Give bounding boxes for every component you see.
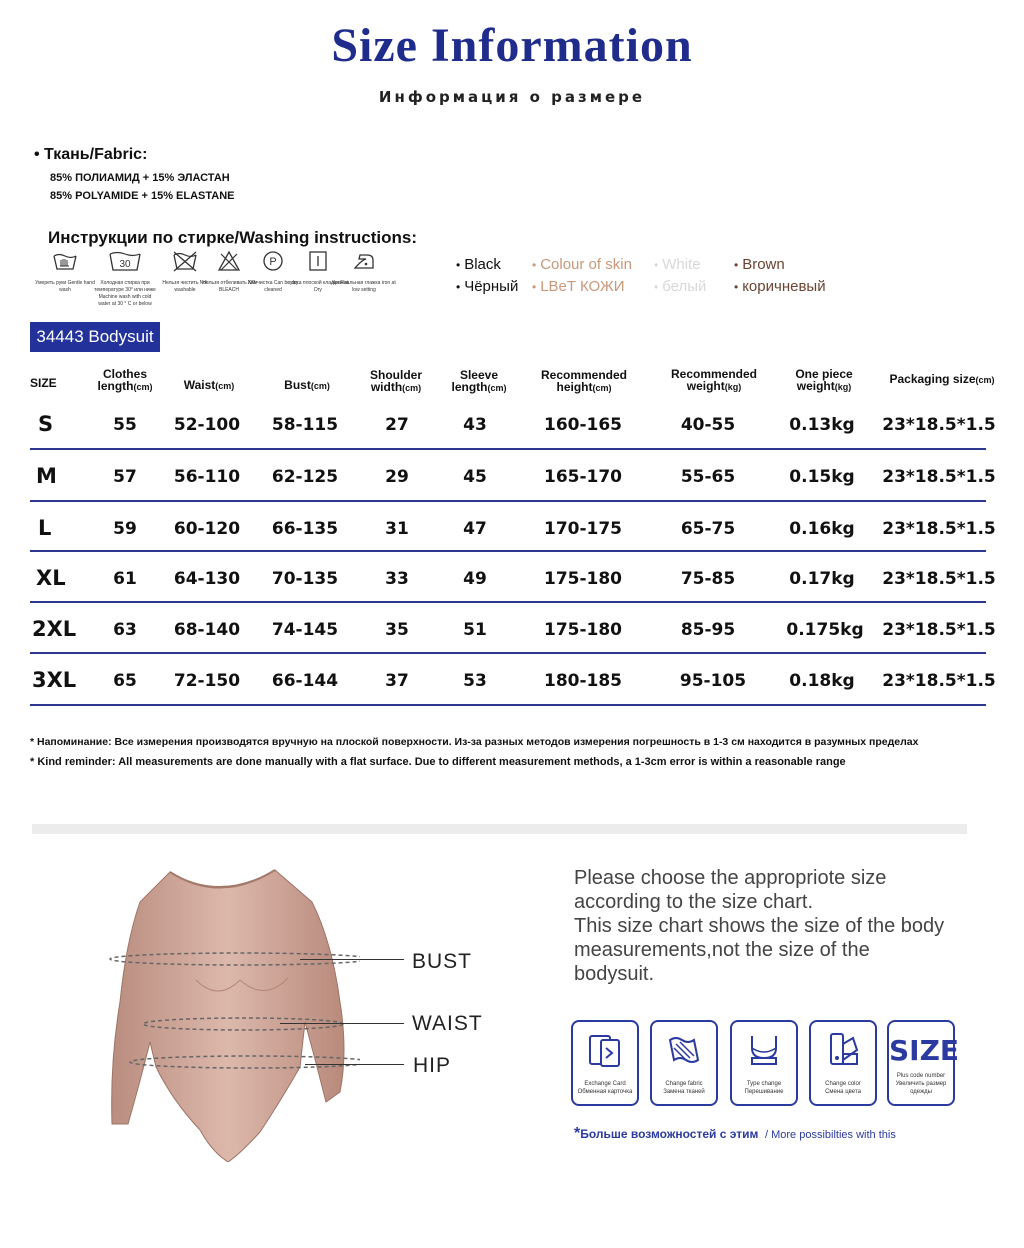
change-fabric-icon [664,1030,704,1070]
wash-caption: сушка плоской кладки Flat Dry [287,280,349,293]
size-chart-description [574,866,994,986]
table-cell-size: XL [36,566,66,590]
header-unit: (kg) [724,382,742,392]
table-cell: 95-105 [679,671,747,691]
table-cell-size: 2XL [32,617,77,641]
more-possibilities [574,1125,896,1143]
table-cell: 23*18.5*1.5 [882,467,996,487]
bodysuit-image [100,862,360,1162]
table-cell: 23*18.5*1.5 [882,415,996,435]
color-name-ru: LBeT КОЖИ [540,278,625,295]
wash-caption: Холодная стирка при температуре 30° или ниже Machine wash with cold water at 30 ° C or below [94,280,156,307]
header-unit: (kg) [834,382,852,392]
feature-caption-ru: Замена тканей [663,1089,705,1095]
table-cell: 51 [463,620,487,640]
header-unit: (cm) [487,383,507,393]
description-line: Please choose the appropriote size [574,867,887,889]
table-cell: 85-95 [680,620,736,640]
table-cell: 23*18.5*1.5 [882,569,996,589]
row-divider [30,704,986,706]
table-cell: 65 [113,671,137,691]
fabric-composition-ru: 85% ПОЛИАМИД + 15% ЭЛАСТАН [50,172,230,184]
row-divider [30,550,986,552]
color-option-skin-ru [532,278,625,295]
feature-change-fabric [650,1020,718,1106]
table-cell-size: M [36,464,57,488]
table-header-recommended-height [532,369,636,394]
description-line: This size chart shows the size of the body [574,915,945,937]
color-option-white [654,256,701,273]
feature-caption-en: Type change [746,1081,782,1087]
header-unit: (cm) [310,381,330,391]
color-name-en: Colour of skin [540,256,632,273]
hip-pointer-line [305,1064,404,1065]
table-header-size [30,377,62,389]
bullet-icon: • [734,280,739,294]
more-text-en: / More possibilties with this [765,1129,896,1141]
table-cell: 66-144 [271,671,339,691]
wash-caption: Химчистка Can be dry cleaned [247,280,299,293]
reminder-note-en: * Kind reminder: All measurements are done manually with a flat surface. Due to different measurement methods, a 1-3cm error is within a reasonable range [30,756,846,768]
table-cell-size: 3XL [32,668,77,692]
wash-temp-label: 30 [119,259,131,270]
color-option-black [456,256,501,273]
feature-change-color [809,1020,877,1106]
bullet-icon: • [734,258,739,272]
table-cell: 56-110 [173,467,241,487]
table-cell: 57 [113,467,137,487]
table-cell: 31 [385,519,409,539]
row-divider [30,448,986,450]
bullet-icon: • [532,280,537,294]
bullet-icon: • [456,258,461,272]
feature-caption [811,1080,875,1096]
row-divider [30,601,986,603]
table-cell: 40-55 [680,415,736,435]
hand-wash-icon [52,250,78,272]
table-cell: 60-120 [173,519,241,539]
feature-caption [889,1072,953,1096]
fabric-composition-en: 85% POLYAMIDE + 15% ELASTANE [50,190,235,202]
table-cell: 170-175 [543,519,623,539]
description-line: bodysuit. [574,963,655,985]
feature-exchange-card [571,1020,639,1106]
bullet-icon: • [654,258,659,272]
feature-caption [652,1080,716,1096]
wash-caption: Крахмальная глажка iron at low setting [332,280,396,293]
feature-caption-ru: Обменная карточка [577,1089,633,1095]
exchange-card-icon [585,1030,625,1070]
page-title: Size Information [331,19,693,72]
table-cell: 49 [463,569,487,589]
table-cell: 35 [385,620,409,640]
table-cell: 175-180 [543,569,623,589]
size-icon: SIZE [889,1034,960,1067]
fabric-heading-text: Ткань/Fabric: [44,146,148,163]
header-label: SIZE [30,376,57,390]
table-cell: 23*18.5*1.5 [882,620,996,640]
description-line: measurements,not the size of the [574,939,870,961]
table-cell: 29 [385,467,409,487]
table-cell: 43 [463,415,487,435]
color-name-ru: Чёрный [464,278,519,295]
table-cell: 66-135 [271,519,339,539]
header-label: Shoulder width [369,368,422,394]
type-change-icon [744,1030,784,1070]
product-tag: 34443 Bodysuit [30,322,160,352]
row-divider [30,500,986,502]
wash-item-iron [331,250,397,294]
feature-size [887,1020,960,1106]
table-cell: 160-165 [543,415,623,435]
table-header-sleeve-length [444,369,514,394]
header-unit: (cm) [592,383,612,393]
waist-pointer-line [280,1023,404,1024]
washing-heading: Инструкции по стирке/Washing instructions: [48,228,418,247]
table-cell: 175-180 [543,620,623,640]
table-cell: 63 [113,620,137,640]
table-cell: 52-100 [173,415,241,435]
table-header-one-piece-weight [786,368,862,393]
header-label: Sleeve length [451,368,499,394]
header-label: Recommended weight [670,367,758,393]
header-label: Packaging size [889,372,976,386]
table-header-packaging-size [880,373,1004,386]
star-icon: * [574,1125,581,1142]
table-cell: 62-125 [271,467,339,487]
table-cell: 47 [463,519,487,539]
svg-text:P: P [269,256,277,268]
table-cell: 58-115 [271,415,339,435]
table-header-waist [176,379,242,392]
dry-clean-icon [262,250,284,272]
feature-caption [732,1080,796,1096]
wash-caption: Нельзя отбеливать NO BLEACH [202,280,256,293]
bust-label: BUST [412,950,473,973]
header-unit: (cm) [402,383,422,393]
table-cell: 23*18.5*1.5 [882,671,996,691]
table-cell: 61 [113,569,137,589]
color-option-brown-ru [734,278,826,295]
feature-caption-ru: Перешивание [744,1089,784,1095]
color-option-brown [734,256,785,273]
table-cell: 165-170 [543,467,623,487]
header-label: Recommended height [540,368,628,394]
table-cell: 68-140 [173,620,241,640]
color-name-en: Black [464,256,501,273]
color-option-skin [532,256,632,273]
table-cell: 0.175kg [786,620,864,640]
hip-label: HIP [413,1054,452,1077]
waist-label: WAIST [412,1012,483,1035]
color-option-black-ru [456,278,518,295]
feature-caption-en: Exchange Card [584,1081,626,1087]
table-header-clothes-length [92,368,158,393]
wash-item-hand-wash [32,250,98,294]
table-cell: 0.16kg [789,519,855,539]
bullet-icon: • [532,258,537,272]
feature-caption-ru: Увеличить размер одежды [895,1081,947,1095]
feature-caption-en: Change color [825,1081,861,1087]
header-unit: (cm) [215,381,235,391]
table-cell: 0.18kg [789,671,855,691]
table-cell: 45 [463,467,487,487]
table-cell: 72-150 [173,671,241,691]
reminder-note-ru: * Напоминание: Все измерения производятся вручную на плоской поверхности. Из-за разных методов измерения погрешность в 1-3 см находится в разумных пределах [30,736,919,748]
wash-caption: Умереть руки Gentle hand wash [35,280,95,293]
table-cell-size: S [38,412,54,436]
color-name-en: White [662,256,701,273]
color-name-ru: белый [662,278,707,295]
table-cell: 59 [113,519,137,539]
header-label: Waist [183,378,216,392]
table-cell: 55-65 [680,467,736,487]
feature-caption-en: Change fabric [665,1081,703,1087]
header-unit: (cm) [133,382,153,392]
bullet-icon: • [654,280,659,294]
bust-pointer-line [300,959,404,960]
feature-type-change [730,1020,798,1106]
table-cell: 53 [463,671,487,691]
table-cell: 0.17kg [789,569,855,589]
header-label: Bust [284,378,311,392]
more-text-ru: Больше возможностей с этим [580,1127,759,1141]
table-cell: 55 [113,415,137,435]
table-cell: 180-185 [543,671,623,691]
description-line: according to the size chart. [574,891,814,913]
table-cell-size: L [38,516,52,540]
section-divider [32,824,967,834]
flat-dry-icon [307,250,329,272]
bullet-icon: • [456,280,461,294]
row-divider [30,652,986,654]
iron-low-icon [351,250,377,272]
table-cell: 0.15kg [789,467,855,487]
table-cell: 37 [385,671,409,691]
header-label: One piece weight [795,367,853,393]
feature-caption [573,1080,637,1096]
table-cell: 70-135 [271,569,339,589]
fabric-heading [34,146,147,164]
table-cell: 23*18.5*1.5 [882,519,996,539]
table-cell: 74-145 [271,620,339,640]
table-cell: 0.13kg [789,415,855,435]
feature-caption-en: Plus code number [896,1073,946,1079]
table-cell: 27 [385,415,409,435]
feature-caption-ru: Смена цвета [825,1089,861,1095]
no-bleach-icon [217,250,241,272]
table-header-shoulder-width [362,369,430,394]
table-cell: 33 [385,569,409,589]
table-header-bust [274,379,340,392]
do-not-wash-icon [171,250,199,272]
wash-item-machine-wash [92,250,158,308]
page-subtitle: Информация о размере [378,88,646,106]
table-cell: 75-85 [680,569,736,589]
color-name-en: Brown [742,256,785,273]
header-label: Clothes length [97,367,147,393]
table-cell: 65-75 [680,519,736,539]
table-header-recommended-weight [662,368,766,393]
table-cell: 64-130 [173,569,241,589]
machine-wash-30-icon [108,250,142,272]
color-name-ru: коричневый [742,278,826,295]
wash-caption: Нельзя чистить Not washable [162,280,208,293]
color-option-white-ru [654,278,706,295]
bullet-icon: • [34,146,45,163]
change-color-icon [823,1030,863,1070]
header-unit: (cm) [975,375,995,385]
